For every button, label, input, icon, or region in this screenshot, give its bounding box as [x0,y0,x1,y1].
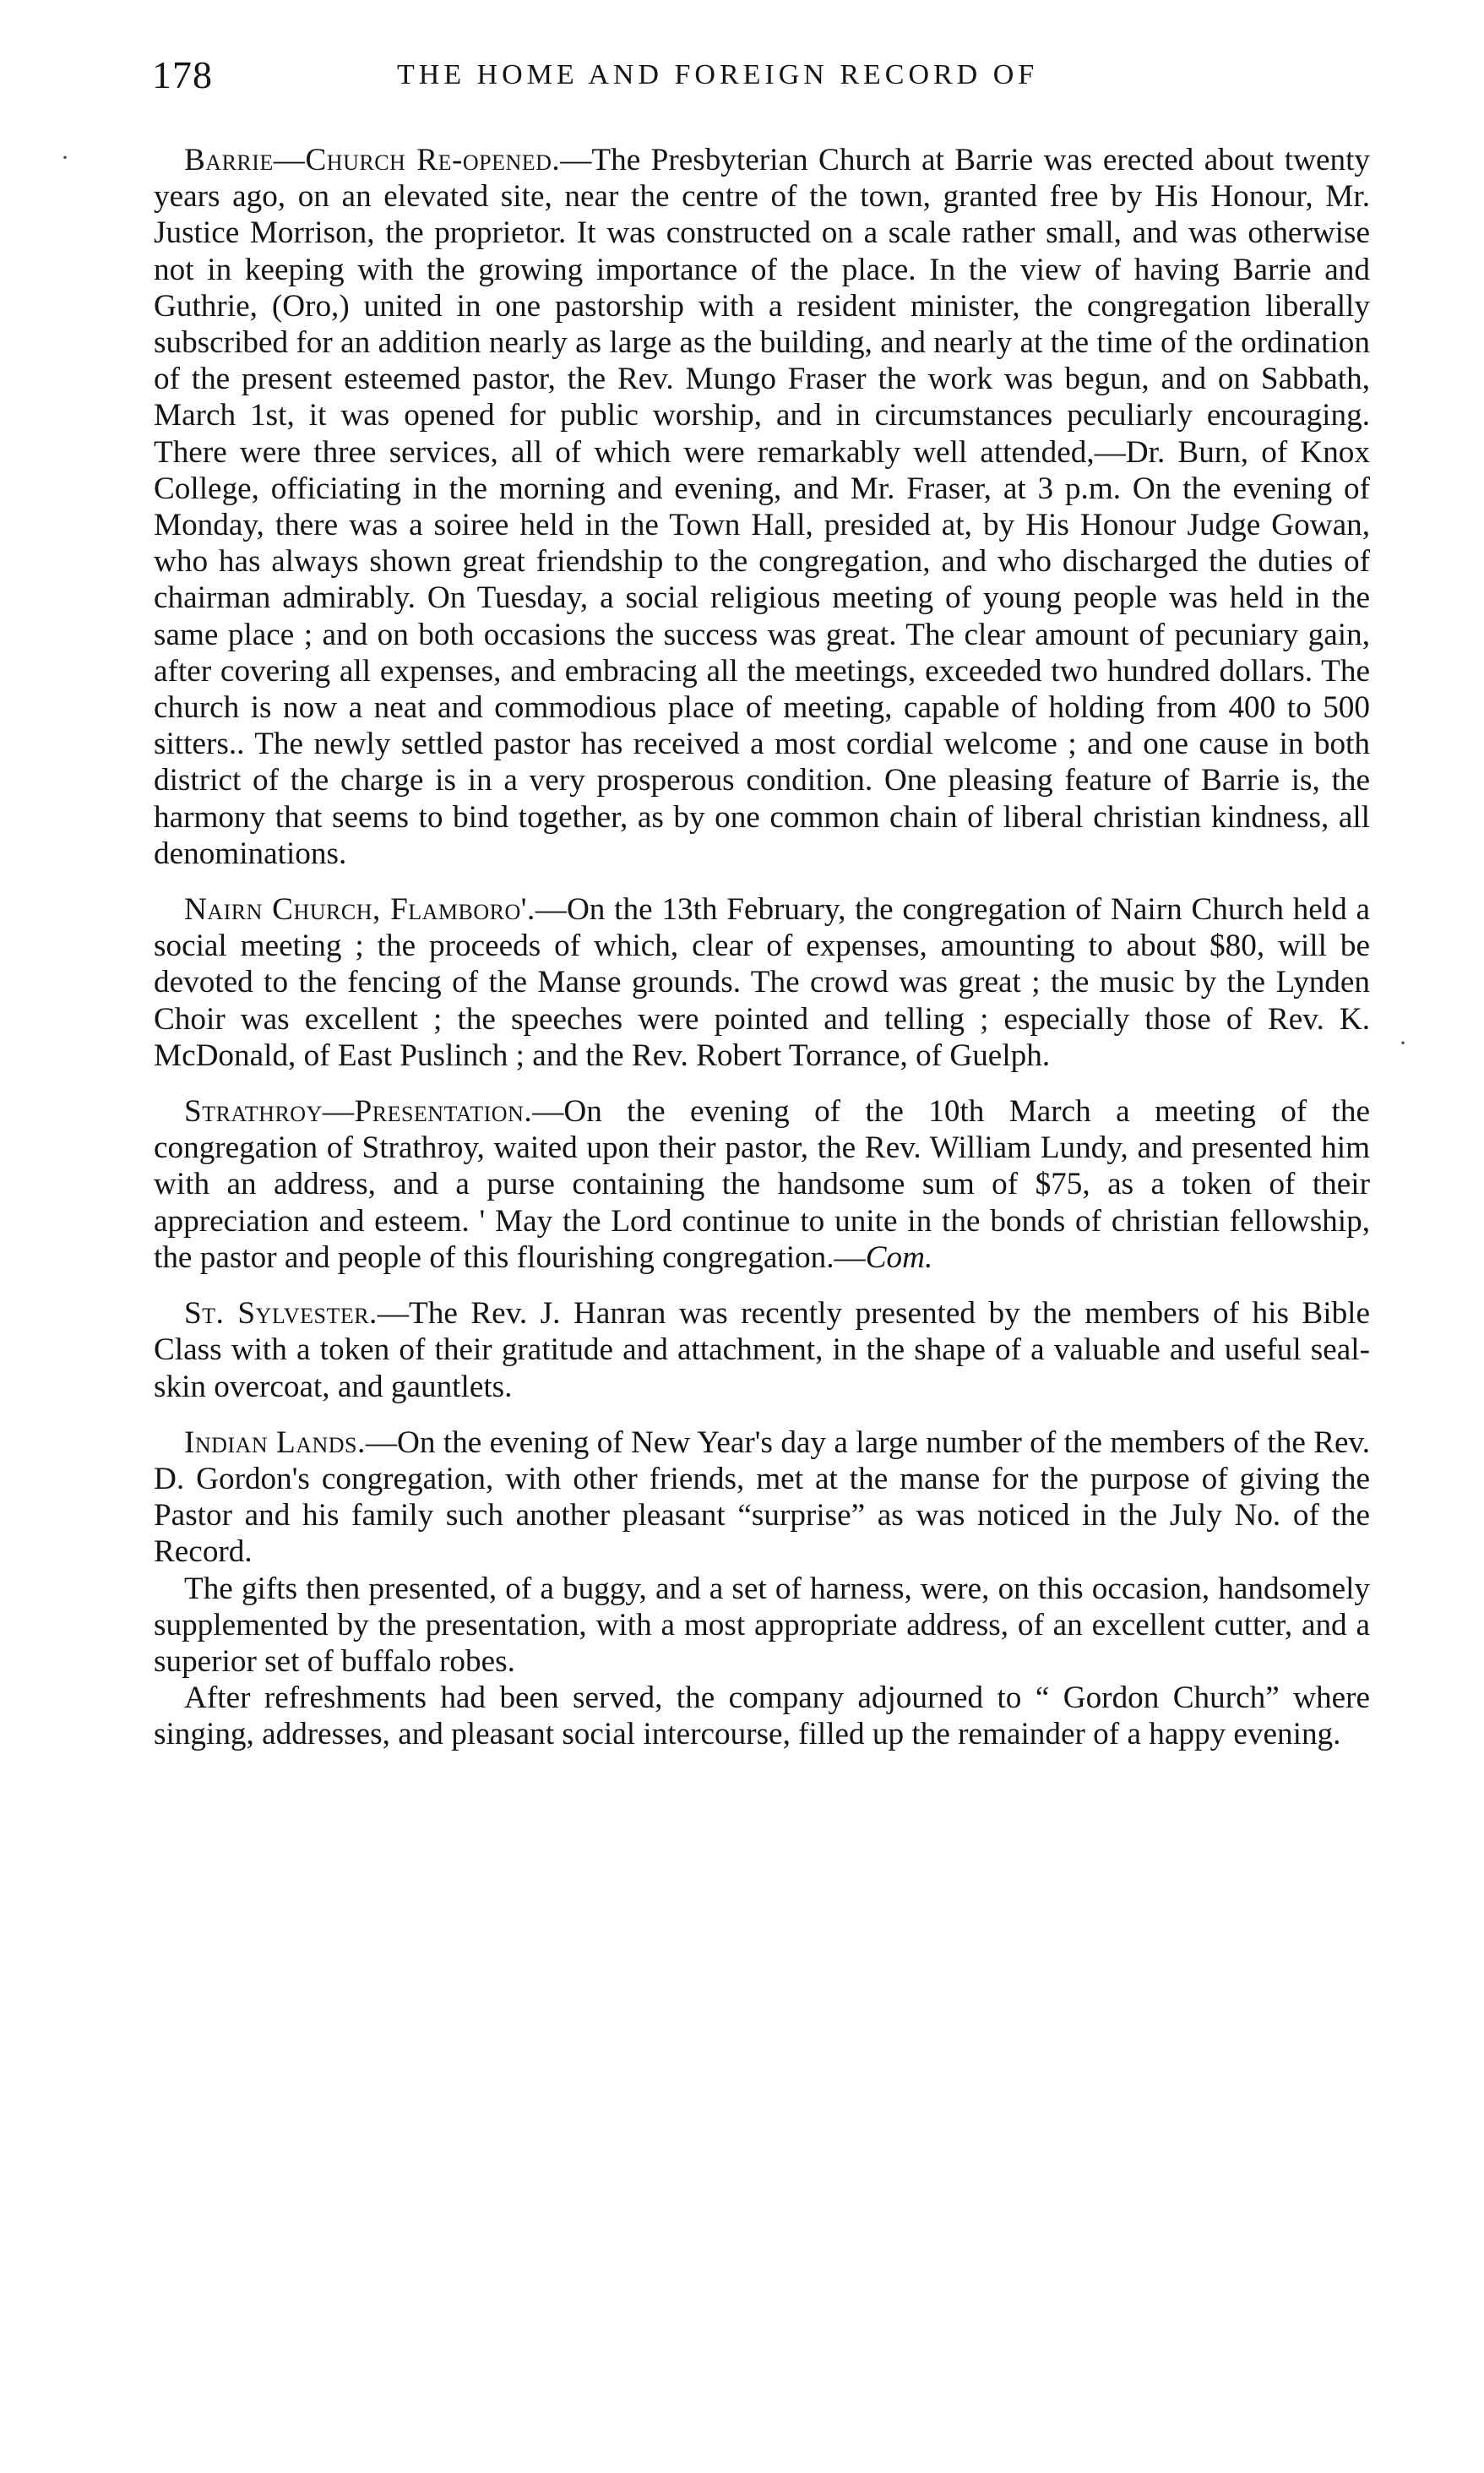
page-number: 178 [152,53,213,96]
article-heading: Nairn Church, Flamboro'. [184,892,535,928]
article-body: —On the 13th February, the congregation of Nairn Church held a social meeting ; the proceeds of which, clear of expenses, amounting to about $80, will be devoted to the fencing of the Manse grounds. The crowd was great ; the music by the Lynden Choir was excellent ; the speeches were pointed and telling ; especially those of Rev. K. McDonald, of East Puslinch ; and the Rev. Robert Torrance, of Guelph. [154,892,1371,1073]
article-body: —On the evening of the 10th March a meeting of the congregation of Strathroy, waited upon their pastor, the Rev. William Lundy, and presented him with an address, and a purse containing the handsome sum of $75, as a token of their appreciation and esteem. ' May the Lord continue to unite in the bonds of christian fellowship, the pastor and people of this flourishing congregation.— [154,1094,1370,1275]
article-st-sylvester [154,1295,1370,1405]
continuation-paragraph: After refreshments had been served, the company adjourned to “ Gordon Church” where singing, addresses, and pleasant social intercourse, filled up the remainder of a happy evening. [154,1680,1370,1752]
article-heading: St. Sylvester. [184,1296,378,1332]
article-heading: Strathroy—Presentation. [184,1094,533,1130]
article-heading: Indian Lands. [184,1424,366,1460]
article-body: —On the evening of New Year's day a large number of the members of the Rev. D. Gordon's congregation, with other friends, met at the manse for the purpose of giving the Pastor and his family such another pleasant “surprise” as was noticed in the July No. of the Record. [154,1424,1371,1570]
article-indian-lands [154,1424,1370,1571]
article-signoff: Com. [865,1239,933,1275]
article-nairn [154,891,1370,1074]
article-strathroy [154,1093,1370,1276]
article-column [154,142,1370,1753]
margin-dot-left: · [61,144,69,172]
margin-dot-right: · [1399,1029,1407,1057]
running-head [152,52,1368,103]
article-heading: Barrie—Church Re-opened. [184,143,561,177]
article-body: —The Presbyterian Church at Barrie was erected about twenty years ago, on an elevated site, near the centre of the town, granted free by His Honour, Mr. Justice Morrison, the proprietor. It was constructed on a scale rather small, and was otherwise not in keeping with the growing importance of the place. In the view of having Barrie and Guthrie, (Oro,) united in one pastorship with a resident minister, the congregation liberally subscribed for an addition nearly as large as the building, and nearly at the time of the ordination of the present esteemed pastor, the Rev. Mungo Fraser the work was begun, and on Sabbath, March 1st, it was opened for public worship, and in circumstances peculiarly encouraging. There were three services, all of which were remarkably well attended,—Dr. Burn, of Knox College, officiating in the morning and evening, and Mr. Fraser, at 3 p.m. On the evening of Monday, there was a soiree held in the Town Hall, presided at, by His Honour Judge Gowan, who has always shown great friendship to the congregation, and who discharged the duties of chairman admirably. On Tuesday, a social religious meeting of young people was held in the same place ; and on both occasions the success was great. The clear amount of pecuniary gain, after covering all expenses, and embracing all the meetings, exceeded two hundred dollars. The church is now a neat and commodious place of meeting, capable of holding from 400 to 500 sitters.. The newly settled pastor has received a most cordial welcome ; and one cause in both district of the charge is in a very prosperous condition. One pleasing feature of Barrie is, the harmony that seems to bind together, as by one common chain of liberal christian kindness, all denominations. [154,143,1371,871]
continuation-paragraph: The gifts then presented, of a buggy, and a set of harness, were, on this occasion, handsomely supplemented by the presentation, with a most appropriate address, of an excellent cutter, and a superior set of buffalo robes. [154,1571,1370,1679]
article-barrie [154,142,1370,872]
article-body: —The Rev. J. Hanran was recently presented by the members of his Bible Class with a token of their gratitude and attachment, in the shape of a valuable and useful seal-skin overcoat, and gauntlets. [154,1296,1370,1404]
running-title: THE HOME AND FOREIGN RECORD OF [397,59,1039,90]
